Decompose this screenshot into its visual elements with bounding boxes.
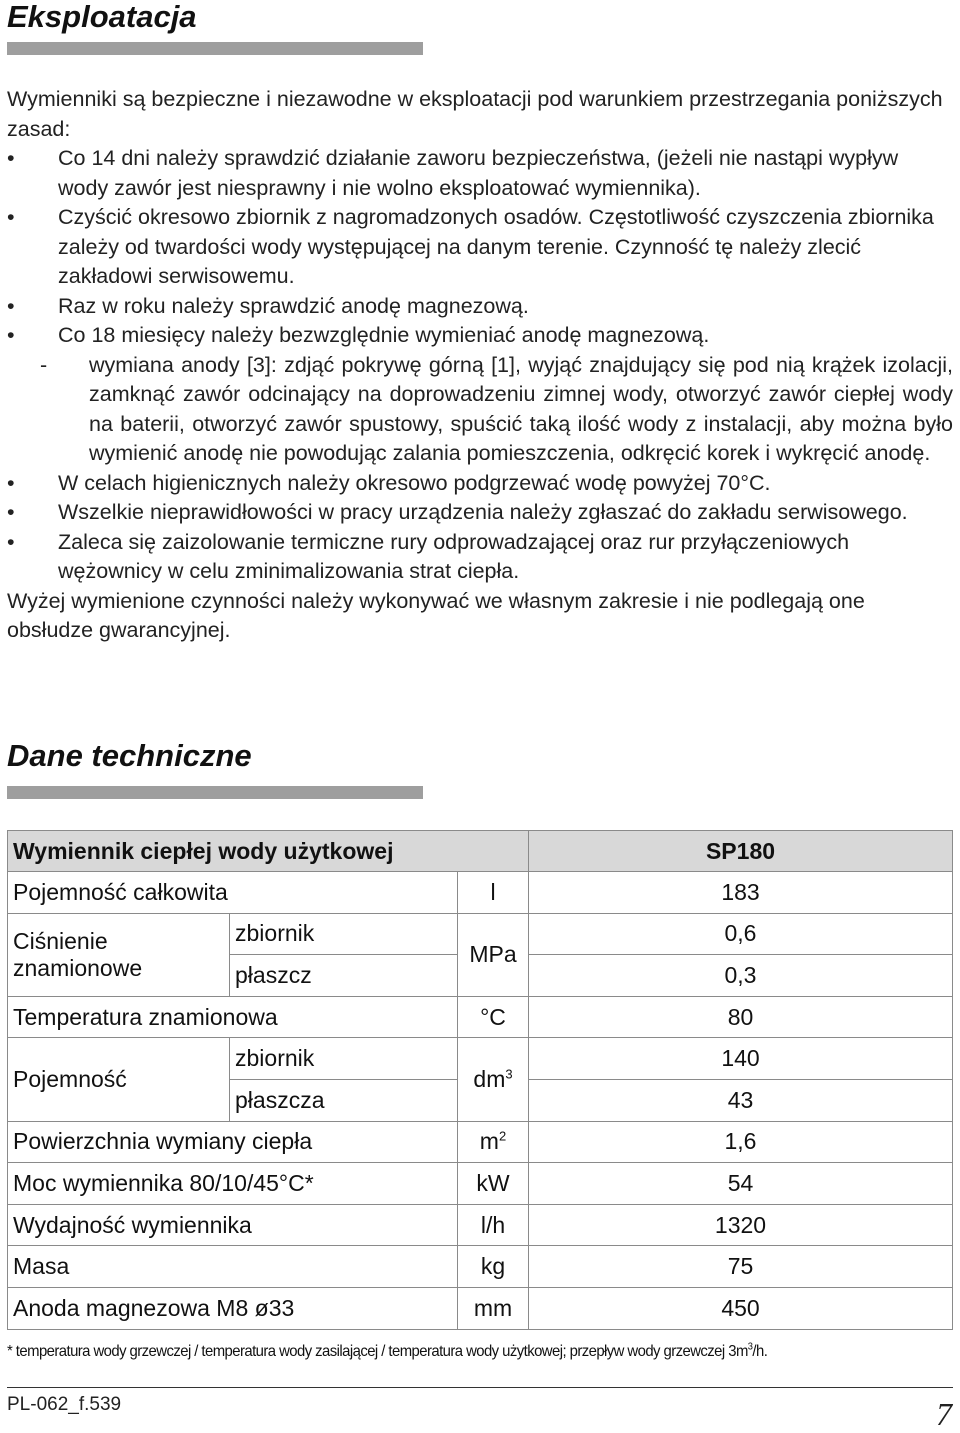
row-sublabel: zbiornik bbox=[230, 1038, 458, 1080]
list-item: • Zaleca się zaizolowanie termiczne rury odprowadzającej oraz rur przyłączeniowych wężownicy w celu zminimalizowania strat ciepła. bbox=[7, 528, 953, 587]
section-title-dane-techniczne: Dane techniczne bbox=[7, 738, 252, 773]
footer-rule bbox=[7, 1387, 953, 1388]
footnote-text: * temperatura wody grzewczej / temperatura wody zasilającej / temperatura wody użytkowej; przepływ wody grzewczej 3m bbox=[7, 1343, 748, 1360]
row-sublabel: płaszcza bbox=[230, 1079, 458, 1121]
row-unit: °C bbox=[458, 996, 529, 1038]
sub-list-item: - wymiana anody [3]: zdjąć pokrywę górną [1], wyjąć znajdujący się pod nią krążek izolacji, zamknąć zawór odcinający na doprowadzeniu zimnej wody, otworzyć zawór ciepłej wody na baterii, otworzyć zawór spustowy, spuścić taką ilość wody z instalacji, aby można było wymienić anodę nie powodując zalania pomieszczenia, odkręcić korek i wykręcić anodę. bbox=[7, 351, 953, 469]
intro-paragraph: Wymienniki są bezpieczne i niezawodne w eksploatacji pod warunkiem przestrzegania poniższych zasad: bbox=[7, 87, 943, 141]
row-label: Masa bbox=[8, 1246, 458, 1288]
table-row bbox=[8, 913, 953, 955]
footnote-text-end: /h. bbox=[752, 1343, 768, 1360]
row-value: 75 bbox=[529, 1246, 953, 1288]
row-value: 80 bbox=[529, 996, 953, 1038]
table-header-row bbox=[8, 831, 953, 872]
section-title-eksploatacja: Eksploatacja bbox=[7, 0, 197, 34]
section-rule bbox=[7, 786, 423, 799]
row-sublabel: płaszcz bbox=[230, 955, 458, 997]
row-value: 54 bbox=[529, 1163, 953, 1205]
row-unit bbox=[458, 1121, 529, 1163]
table-row bbox=[8, 1121, 953, 1163]
list-item: • Co 18 miesięcy należy bezwzględnie wymieniać anodę magnezową. bbox=[7, 321, 953, 351]
list-item: • Czyścić okresowo zbiornik z nagromadzonych osadów. Częstotliwość czyszczenia zbiornika zależy od twardości wody występującej na danym terenie. Czynność tę należy zlecić zakładowi serwisowemu. bbox=[7, 203, 953, 292]
row-value: 140 bbox=[529, 1038, 953, 1080]
row-value: 450 bbox=[529, 1287, 953, 1329]
unit-text: dm bbox=[473, 1065, 506, 1092]
footnote-superscript: 3 bbox=[747, 1341, 753, 1353]
table-header-model: SP180 bbox=[529, 831, 953, 872]
row-label: Pojemność bbox=[8, 1038, 230, 1121]
rules-list bbox=[7, 144, 953, 587]
technical-data-table bbox=[7, 830, 953, 1330]
table-row bbox=[8, 996, 953, 1038]
row-label: Ciśnienie znamionowe bbox=[8, 913, 230, 996]
row-unit bbox=[458, 1038, 529, 1121]
row-unit: kg bbox=[458, 1246, 529, 1288]
row-label: Wydajność wymiennika bbox=[8, 1204, 458, 1246]
row-label: Moc wymiennika 80/10/45°C* bbox=[8, 1163, 458, 1205]
row-value: 1320 bbox=[529, 1204, 953, 1246]
table-footnote bbox=[7, 1342, 887, 1362]
row-unit: kW bbox=[458, 1163, 529, 1205]
table-header-label: Wymiennik ciepłej wody użytkowej bbox=[8, 831, 529, 872]
unit-superscript: 2 bbox=[498, 1128, 507, 1144]
row-value: 1,6 bbox=[529, 1121, 953, 1163]
list-item: • W celach higienicznych należy okresowo podgrzewać wodę powyżej 70°C. bbox=[7, 469, 953, 499]
table-row bbox=[8, 1246, 953, 1288]
section-rule bbox=[7, 42, 423, 55]
operation-text bbox=[7, 85, 953, 646]
row-value: 183 bbox=[529, 872, 953, 914]
table-row bbox=[8, 1287, 953, 1329]
row-value: 43 bbox=[529, 1079, 953, 1121]
list-item: • Raz w roku należy sprawdzić anodę magnezową. bbox=[7, 292, 953, 322]
page-number: 7 bbox=[936, 1396, 952, 1432]
row-label: Temperatura znamionowa bbox=[8, 996, 458, 1038]
row-value: 0,3 bbox=[529, 955, 953, 997]
table-row bbox=[8, 1163, 953, 1205]
row-label: Anoda magnezowa M8 ø33 bbox=[8, 1287, 458, 1329]
row-sublabel: zbiornik bbox=[230, 913, 458, 955]
table-row bbox=[8, 1038, 953, 1080]
row-label: Pojemność całkowita bbox=[8, 872, 458, 914]
unit-text: m bbox=[479, 1128, 499, 1155]
table-row bbox=[8, 1204, 953, 1246]
row-value: 0,6 bbox=[529, 913, 953, 955]
list-item: • Wszelkie nieprawidłowości w pracy urządzenia należy zgłaszać do zakładu serwisowego. bbox=[7, 498, 953, 528]
row-label: Powierzchnia wymiany ciepła bbox=[8, 1121, 458, 1163]
closing-paragraph: Wyżej wymienione czynności należy wykonywać we własnym zakresie i nie podlegają one obsłudze gwarancyjnej. bbox=[7, 588, 865, 642]
document-code: PL-062_f.539 bbox=[7, 1394, 122, 1415]
row-unit: l/h bbox=[458, 1204, 529, 1246]
row-unit: l bbox=[458, 872, 529, 914]
unit-superscript: 3 bbox=[505, 1066, 513, 1082]
row-unit: MPa bbox=[458, 913, 529, 996]
list-item: • Co 14 dni należy sprawdzić działanie zaworu bezpieczeństwa, (jeżeli nie nastąpi wypływ wody zawór jest niesprawny i nie wolno eksploatować wymiennika). bbox=[7, 144, 953, 203]
row-unit: mm bbox=[458, 1287, 529, 1329]
table-row bbox=[8, 872, 953, 914]
